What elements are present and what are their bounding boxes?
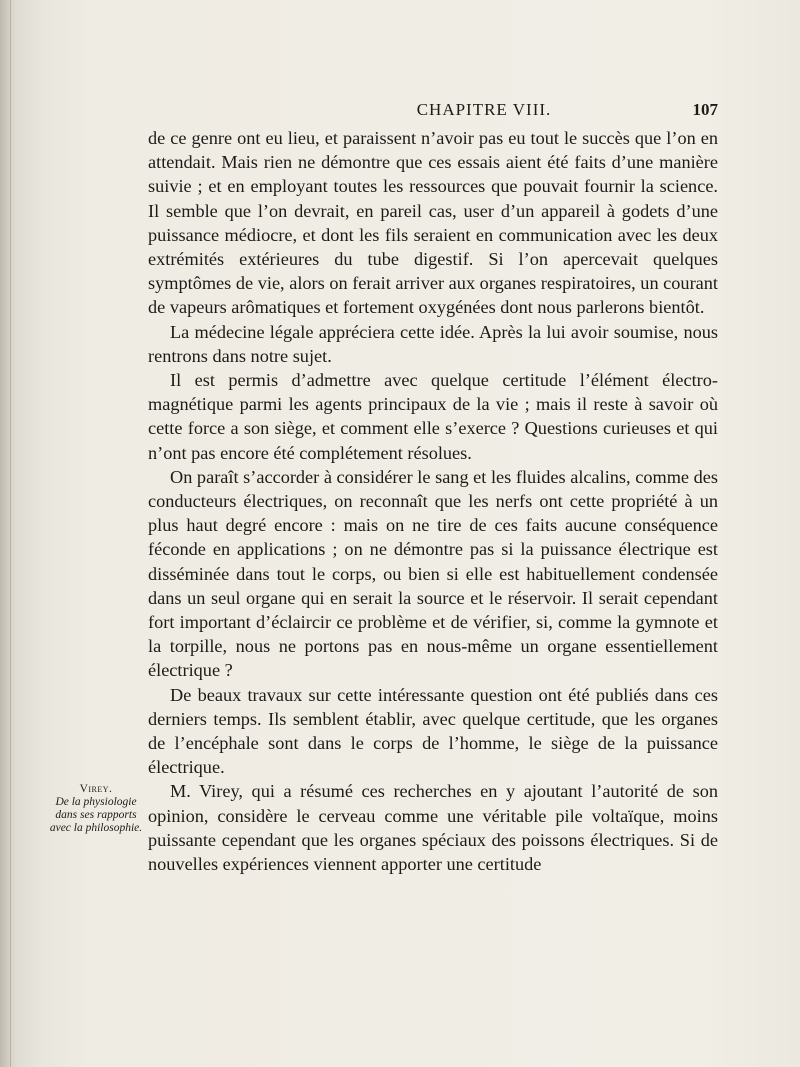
page-header	[150, 100, 800, 128]
paragraph-6: M. Virey, qui a résumé ces recherches en y ajoutant l’autorité de son opinion, considère le cerveau comme une véritable pile voltaïque, moins puissante cependant que les organes spéciaux des poissons électriques. Si de nouvelles expériences viennent apporter une certitude	[148, 781, 718, 875]
paragraph-2: La médecine légale appréciera cette idée. Après la lui avoir soumise, nous rentrons dans notre sujet.	[148, 321, 718, 366]
margin-note-title: De la physiologie dans ses rapports avec la philosophie.	[49, 796, 143, 834]
paragraph-1: de ce genre ont eu lieu, et paraissent n’avoir pas eu tout le succès que l’on en attendait. Mais rien ne démontre que ces essais aient été faits d’une manière suivie ; et en employant toutes les ressources que pouvait fournir la science. Il semble que l’on devrait, en pareil cas, user d’un appareil à godets d’une puissance médiocre, et dont les fils seraient en communication avec les deux extrémités extérieures du tube digestif. Si l’on apercevait quelques symptômes de vie, alors on ferait arriver aux organes respiratoires, un courant de vapeurs arômatiques et fortement oxygénées dont nous parlerons bientôt.	[148, 128, 718, 318]
binding-gutter-line	[10, 0, 11, 1067]
page-number: 107	[692, 100, 718, 119]
paragraph-3: Il est permis d’admettre avec quelque certitude l’élément électro-magnétique parmi les agents principaux de la vie ; mais il reste à savoir où cette force a son siège, et comment elle s’exerce ? Questions curieuses et qui n’ont pas encore été complétement résolues.	[148, 370, 718, 463]
paragraph-4: On paraît s’accorder à considérer le sang et les fluides alcalins, comme des conducteurs électriques, on reconnaît que les nerfs ont cette propriété à un plus haut degré encore : mais on ne tire de ces faits aucune conséquence féconde en applications ; on ne démontre pas si la puissance électrique est disséminée dans tout le corps, ou bien si elle est habituellement condensée dans un seul organe qui en serait la source et le réservoir. Il serait cependant fort important d’éclaircir ce problème et de vérifier, si, comme la gymnote et la torpille, nous ne portons pas en nous-même un organe essentiellement électrique ?	[148, 466, 718, 681]
margin-note-author: Virey.	[79, 783, 113, 795]
running-title: CHAPITRE VIII.	[416, 100, 552, 119]
binding-gutter-shadow	[0, 0, 16, 1067]
paragraph-5: De beaux travaux sur cette intéressante question ont été publiés dans ces derniers temps. Ils semblent établir, avec quelque certitude, que les organes de l’encéphale sont dans le corps de l’homme, le siège de la puissance électrique.	[148, 684, 718, 778]
body-text	[148, 126, 718, 876]
margin-note	[46, 783, 146, 835]
